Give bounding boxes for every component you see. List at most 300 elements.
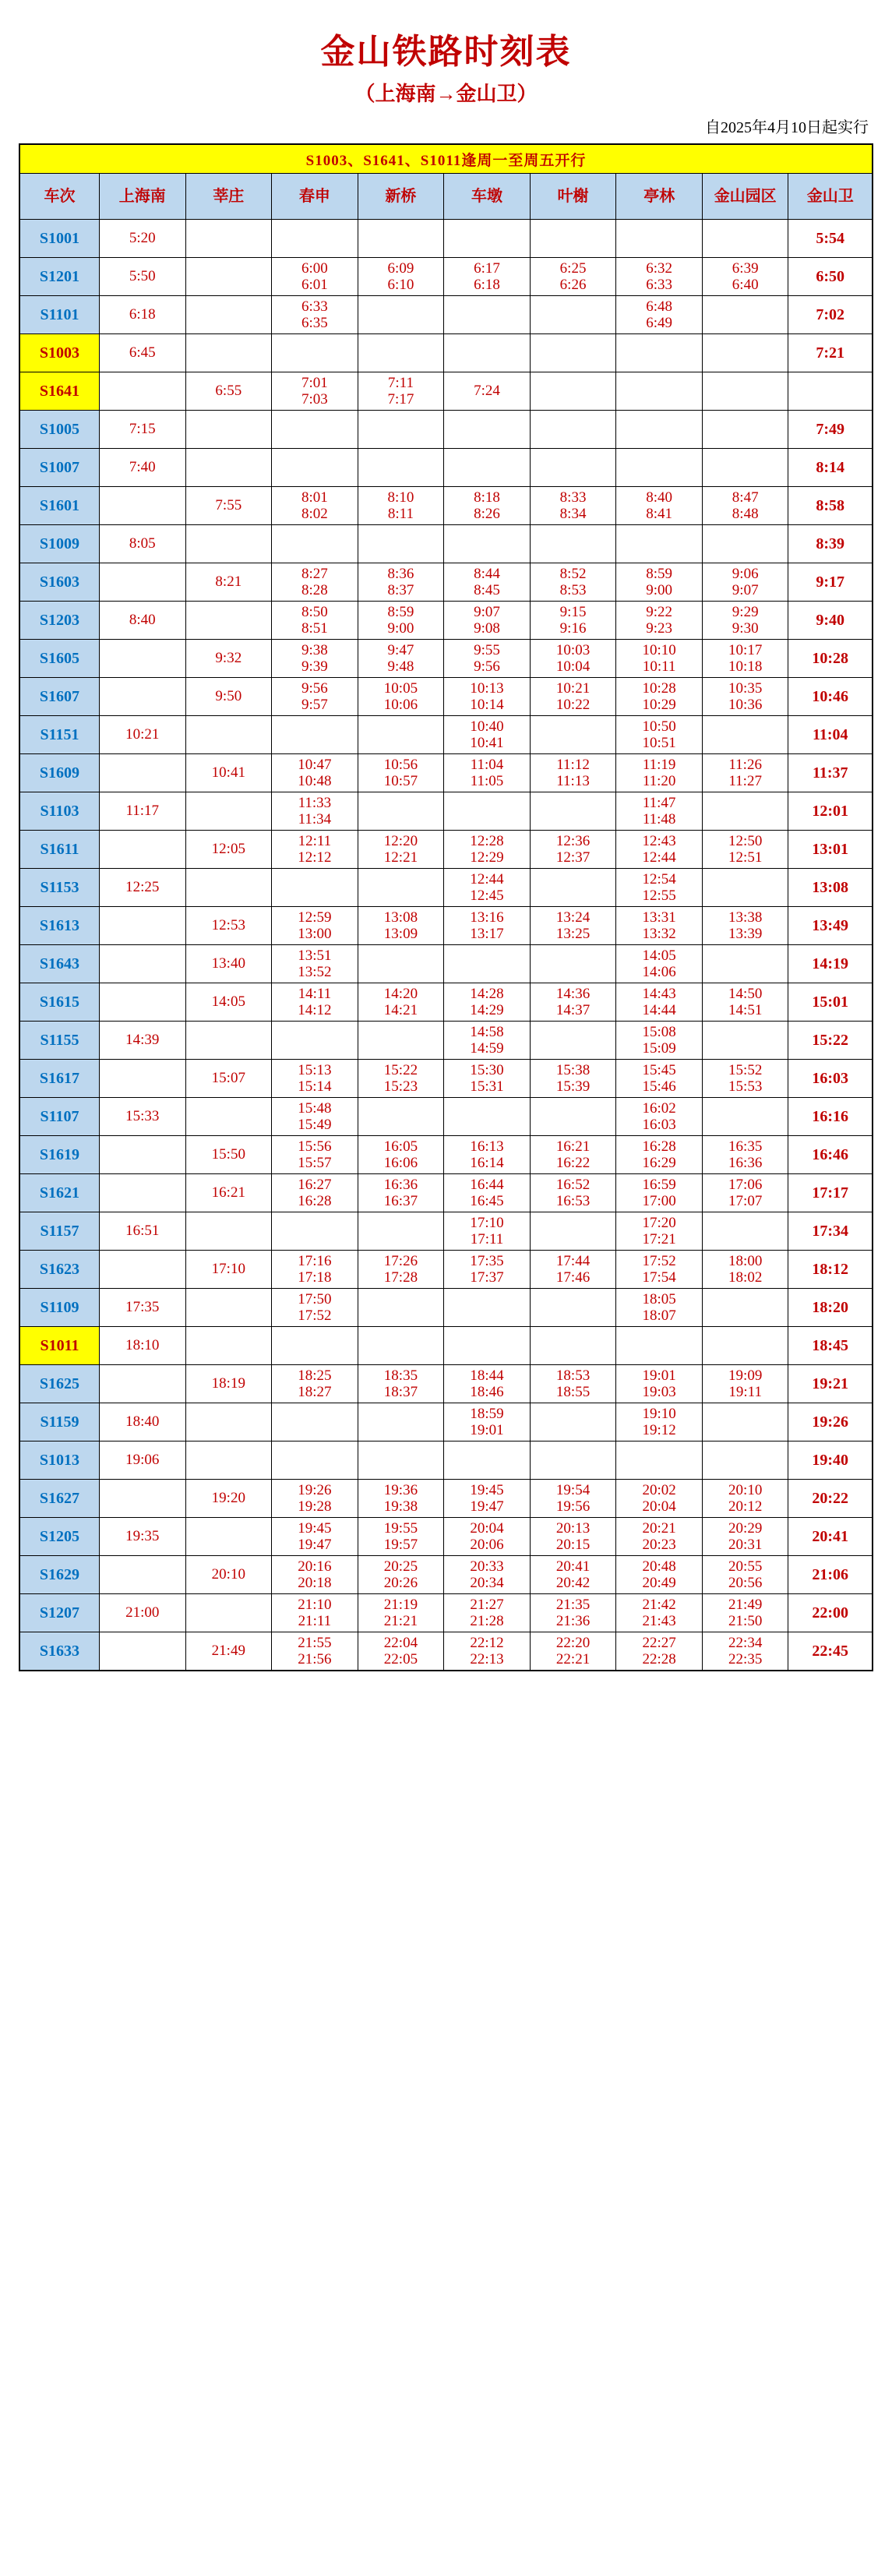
time-cell-xinzhuang: [185, 1327, 272, 1365]
time-cell-chunshen: [272, 411, 358, 449]
time-cell-jinshanwei: 19:26: [788, 1403, 873, 1442]
time-cell-jinshanwei: 12:01: [788, 792, 873, 831]
train-number-cell: S1103: [19, 792, 99, 831]
time-cell-yexie: 12:36 12:37: [530, 831, 616, 869]
time-cell-xinqiao: [358, 1289, 444, 1327]
time-cell-xinqiao: 19:55 19:57: [358, 1518, 444, 1556]
notice-row: [19, 144, 873, 174]
time-cell-tinglin: 11:47 11:48: [616, 792, 703, 831]
time-cell-tinglin: 13:31 13:32: [616, 907, 703, 945]
time-cell-chedun: 7:24: [444, 372, 531, 411]
time-cell-jinshan-park: [702, 372, 788, 411]
table-row: [19, 1365, 873, 1403]
time-cell-yexie: [530, 220, 616, 258]
time-cell-tinglin: 19:01 19:03: [616, 1365, 703, 1403]
time-cell-chunshen: 13:51 13:52: [272, 945, 358, 983]
table-row: [19, 1403, 873, 1442]
time-cell-jinshan-park: 20:29 20:31: [702, 1518, 788, 1556]
time-cell-shanghai-south: [99, 1365, 185, 1403]
table-row: [19, 792, 873, 831]
time-cell-tinglin: 8:40 8:41: [616, 487, 703, 525]
table-row: [19, 1442, 873, 1480]
time-cell-xinzhuang: 10:41: [185, 754, 272, 792]
time-cell-yexie: [530, 449, 616, 487]
table-row: [19, 1022, 873, 1060]
time-cell-xinqiao: [358, 716, 444, 754]
train-number-cell: S1153: [19, 869, 99, 907]
time-cell-jinshanwei: 20:22: [788, 1480, 873, 1518]
time-cell-jinshan-park: [702, 716, 788, 754]
time-cell-shanghai-south: [99, 678, 185, 716]
time-cell-shanghai-south: [99, 372, 185, 411]
time-cell-xinzhuang: [185, 411, 272, 449]
time-cell-chunshen: 15:56 15:57: [272, 1136, 358, 1174]
time-cell-xinzhuang: 15:07: [185, 1060, 272, 1098]
time-cell-chunshen: [272, 525, 358, 563]
time-cell-tinglin: 6:48 6:49: [616, 296, 703, 334]
time-cell-jinshanwei: 8:14: [788, 449, 873, 487]
time-cell-shanghai-south: [99, 487, 185, 525]
time-cell-yexie: [530, 525, 616, 563]
column-header-xinzhuang: 莘庄: [185, 174, 272, 220]
column-header-tinglin: 亭林: [616, 174, 703, 220]
time-cell-xinqiao: 9:47 9:48: [358, 640, 444, 678]
time-cell-jinshanwei: 16:46: [788, 1136, 873, 1174]
time-cell-tinglin: [616, 1327, 703, 1365]
time-cell-chedun: 17:10 17:11: [444, 1212, 531, 1251]
train-number-cell: S1107: [19, 1098, 99, 1136]
time-cell-chedun: 11:04 11:05: [444, 754, 531, 792]
time-cell-yexie: [530, 945, 616, 983]
time-cell-yexie: [530, 716, 616, 754]
table-row: [19, 678, 873, 716]
time-cell-jinshan-park: [702, 334, 788, 372]
table-row: [19, 1098, 873, 1136]
column-header-train-number: 车次: [19, 174, 99, 220]
train-number-cell: S1155: [19, 1022, 99, 1060]
time-cell-chunshen: [272, 220, 358, 258]
time-cell-chunshen: 15:13 15:14: [272, 1060, 358, 1098]
time-cell-yexie: [530, 1212, 616, 1251]
time-cell-xinqiao: 7:11 7:17: [358, 372, 444, 411]
time-cell-jinshanwei: 7:49: [788, 411, 873, 449]
time-cell-tinglin: 11:19 11:20: [616, 754, 703, 792]
time-cell-yexie: 10:03 10:04: [530, 640, 616, 678]
time-cell-xinzhuang: [185, 1212, 272, 1251]
train-number-cell: S1609: [19, 754, 99, 792]
time-cell-chedun: 6:17 6:18: [444, 258, 531, 296]
table-row: [19, 1327, 873, 1365]
time-cell-yexie: 11:12 11:13: [530, 754, 616, 792]
time-cell-jinshan-park: 21:49 21:50: [702, 1594, 788, 1632]
time-cell-chedun: 18:59 19:01: [444, 1403, 531, 1442]
time-cell-jinshan-park: 13:38 13:39: [702, 907, 788, 945]
time-cell-tinglin: 17:20 17:21: [616, 1212, 703, 1251]
time-cell-chedun: 10:13 10:14: [444, 678, 531, 716]
table-row: [19, 754, 873, 792]
time-cell-chedun: [444, 1098, 531, 1136]
time-cell-xinzhuang: [185, 220, 272, 258]
time-cell-jinshanwei: 14:19: [788, 945, 873, 983]
time-cell-yexie: 10:21 10:22: [530, 678, 616, 716]
time-cell-shanghai-south: 6:45: [99, 334, 185, 372]
time-cell-chunshen: 17:50 17:52: [272, 1289, 358, 1327]
time-cell-jinshanwei: 18:20: [788, 1289, 873, 1327]
train-number-cell: S1109: [19, 1289, 99, 1327]
time-cell-jinshan-park: [702, 1022, 788, 1060]
time-cell-jinshanwei: 10:28: [788, 640, 873, 678]
time-cell-xinzhuang: 16:21: [185, 1174, 272, 1212]
time-cell-jinshan-park: [702, 1289, 788, 1327]
time-cell-jinshanwei: 21:06: [788, 1556, 873, 1594]
time-cell-shanghai-south: [99, 831, 185, 869]
time-cell-chedun: 13:16 13:17: [444, 907, 531, 945]
table-row: [19, 1136, 873, 1174]
time-cell-yexie: 17:44 17:46: [530, 1251, 616, 1289]
time-cell-shanghai-south: [99, 640, 185, 678]
time-cell-xinzhuang: [185, 1518, 272, 1556]
time-cell-jinshan-park: 22:34 22:35: [702, 1632, 788, 1671]
time-cell-jinshan-park: 20:55 20:56: [702, 1556, 788, 1594]
time-cell-tinglin: [616, 525, 703, 563]
time-cell-xinqiao: [358, 411, 444, 449]
train-number-cell: S1001: [19, 220, 99, 258]
time-cell-chedun: 19:45 19:47: [444, 1480, 531, 1518]
time-cell-shanghai-south: [99, 563, 185, 602]
time-cell-xinzhuang: [185, 296, 272, 334]
train-number-cell: S1011: [19, 1327, 99, 1365]
time-cell-yexie: [530, 1289, 616, 1327]
table-row: [19, 1060, 873, 1098]
time-cell-chedun: 12:44 12:45: [444, 869, 531, 907]
time-cell-chunshen: 8:50 8:51: [272, 602, 358, 640]
train-number-cell: S1623: [19, 1251, 99, 1289]
time-cell-chunshen: 9:38 9:39: [272, 640, 358, 678]
time-cell-xinqiao: 8:10 8:11: [358, 487, 444, 525]
table-row: [19, 1212, 873, 1251]
time-cell-xinzhuang: [185, 602, 272, 640]
time-cell-xinzhuang: [185, 1442, 272, 1480]
train-number-cell: S1007: [19, 449, 99, 487]
time-cell-chedun: [444, 525, 531, 563]
table-row: [19, 907, 873, 945]
time-cell-shanghai-south: [99, 907, 185, 945]
time-cell-xinzhuang: 12:53: [185, 907, 272, 945]
time-cell-jinshanwei: 7:21: [788, 334, 873, 372]
time-cell-xinzhuang: [185, 258, 272, 296]
table-row: [19, 449, 873, 487]
time-cell-jinshan-park: 11:26 11:27: [702, 754, 788, 792]
train-number-cell: S1607: [19, 678, 99, 716]
time-cell-xinzhuang: [185, 334, 272, 372]
time-cell-yexie: 8:33 8:34: [530, 487, 616, 525]
time-cell-tinglin: 20:48 20:49: [616, 1556, 703, 1594]
time-cell-yexie: 15:38 15:39: [530, 1060, 616, 1098]
time-cell-tinglin: 10:50 10:51: [616, 716, 703, 754]
time-cell-xinzhuang: 9:50: [185, 678, 272, 716]
table-row: [19, 1480, 873, 1518]
time-cell-tinglin: 9:22 9:23: [616, 602, 703, 640]
time-cell-chunshen: 20:16 20:18: [272, 1556, 358, 1594]
time-cell-jinshan-park: 20:10 20:12: [702, 1480, 788, 1518]
time-cell-xinzhuang: [185, 1022, 272, 1060]
train-number-cell: S1101: [19, 296, 99, 334]
time-cell-xinqiao: 10:05 10:06: [358, 678, 444, 716]
time-cell-chedun: 15:30 15:31: [444, 1060, 531, 1098]
time-cell-tinglin: [616, 220, 703, 258]
time-cell-xinzhuang: 19:20: [185, 1480, 272, 1518]
time-cell-xinzhuang: 13:40: [185, 945, 272, 983]
time-cell-shanghai-south: 7:40: [99, 449, 185, 487]
time-cell-jinshan-park: 17:06 17:07: [702, 1174, 788, 1212]
time-cell-tinglin: 18:05 18:07: [616, 1289, 703, 1327]
train-number-cell: S1617: [19, 1060, 99, 1098]
time-cell-chunshen: [272, 1442, 358, 1480]
time-cell-yexie: [530, 869, 616, 907]
time-cell-xinqiao: 16:05 16:06: [358, 1136, 444, 1174]
train-number-cell: S1633: [19, 1632, 99, 1671]
time-cell-yexie: [530, 792, 616, 831]
time-cell-xinqiao: [358, 869, 444, 907]
column-header-row: [19, 174, 873, 220]
time-cell-tinglin: 16:02 16:03: [616, 1098, 703, 1136]
time-cell-shanghai-south: [99, 1480, 185, 1518]
time-cell-xinqiao: 16:36 16:37: [358, 1174, 444, 1212]
time-cell-chunshen: [272, 1403, 358, 1442]
time-cell-chunshen: 19:45 19:47: [272, 1518, 358, 1556]
time-cell-chunshen: 21:10 21:11: [272, 1594, 358, 1632]
time-cell-xinzhuang: [185, 792, 272, 831]
time-cell-jinshanwei: 9:17: [788, 563, 873, 602]
time-cell-shanghai-south: [99, 1251, 185, 1289]
time-cell-jinshanwei: 22:45: [788, 1632, 873, 1671]
time-cell-chunshen: 19:26 19:28: [272, 1480, 358, 1518]
time-cell-jinshanwei: 7:02: [788, 296, 873, 334]
time-cell-shanghai-south: 8:40: [99, 602, 185, 640]
time-cell-xinzhuang: 18:19: [185, 1365, 272, 1403]
time-cell-xinqiao: [358, 1212, 444, 1251]
table-row: [19, 525, 873, 563]
time-cell-jinshanwei: 6:50: [788, 258, 873, 296]
time-cell-jinshan-park: [702, 449, 788, 487]
table-row: [19, 1251, 873, 1289]
time-cell-yexie: [530, 411, 616, 449]
column-header-shanghai-south: 上海南: [99, 174, 185, 220]
table-row: [19, 1556, 873, 1594]
time-cell-yexie: [530, 296, 616, 334]
time-cell-xinqiao: [358, 1022, 444, 1060]
time-cell-jinshan-park: [702, 792, 788, 831]
time-cell-jinshan-park: 16:35 16:36: [702, 1136, 788, 1174]
time-cell-jinshanwei: 9:40: [788, 602, 873, 640]
time-cell-tinglin: 19:10 19:12: [616, 1403, 703, 1442]
time-cell-jinshanwei: 19:21: [788, 1365, 873, 1403]
time-cell-tinglin: 10:10 10:11: [616, 640, 703, 678]
page-subtitle: （上海南→金山卫）: [354, 83, 538, 105]
time-cell-shanghai-south: 8:05: [99, 525, 185, 563]
time-cell-tinglin: [616, 372, 703, 411]
page-title: 金山铁路时刻表: [320, 33, 572, 71]
time-cell-tinglin: 14:05 14:06: [616, 945, 703, 983]
time-cell-xinzhuang: 9:32: [185, 640, 272, 678]
time-cell-chunshen: [272, 869, 358, 907]
table-row: [19, 869, 873, 907]
train-number-cell: S1003: [19, 334, 99, 372]
column-header-xinqiao: 新桥: [358, 174, 444, 220]
table-row: [19, 1289, 873, 1327]
time-cell-shanghai-south: 18:40: [99, 1403, 185, 1442]
time-cell-shanghai-south: [99, 754, 185, 792]
time-cell-chunshen: 6:33 6:35: [272, 296, 358, 334]
time-cell-jinshan-park: 18:00 18:02: [702, 1251, 788, 1289]
train-number-cell: S1619: [19, 1136, 99, 1174]
time-cell-chedun: 21:27 21:28: [444, 1594, 531, 1632]
time-cell-chedun: 8:44 8:45: [444, 563, 531, 602]
table-row: [19, 640, 873, 678]
time-cell-jinshan-park: [702, 1442, 788, 1480]
time-cell-shanghai-south: 5:20: [99, 220, 185, 258]
time-cell-chunshen: 16:27 16:28: [272, 1174, 358, 1212]
time-cell-jinshan-park: [702, 945, 788, 983]
time-cell-chedun: 10:40 10:41: [444, 716, 531, 754]
time-cell-chedun: [444, 449, 531, 487]
time-cell-shanghai-south: [99, 945, 185, 983]
time-cell-yexie: 19:54 19:56: [530, 1480, 616, 1518]
time-cell-chedun: [444, 296, 531, 334]
time-cell-xinzhuang: 17:10: [185, 1251, 272, 1289]
time-cell-shanghai-south: 19:06: [99, 1442, 185, 1480]
table-row: [19, 1174, 873, 1212]
time-cell-xinqiao: 21:19 21:21: [358, 1594, 444, 1632]
column-header-chunshen: 春申: [272, 174, 358, 220]
time-cell-chedun: 9:07 9:08: [444, 602, 531, 640]
time-cell-jinshan-park: 9:06 9:07: [702, 563, 788, 602]
time-cell-xinqiao: [358, 792, 444, 831]
time-cell-yexie: 6:25 6:26: [530, 258, 616, 296]
time-cell-chunshen: 8:27 8:28: [272, 563, 358, 602]
time-cell-tinglin: 22:27 22:28: [616, 1632, 703, 1671]
effective-date: 自2025年4月10日起实行: [705, 119, 869, 136]
time-cell-chedun: 16:44 16:45: [444, 1174, 531, 1212]
time-cell-jinshanwei: 19:40: [788, 1442, 873, 1480]
train-number-cell: S1005: [19, 411, 99, 449]
time-cell-chunshen: 12:59 13:00: [272, 907, 358, 945]
time-cell-yexie: [530, 1327, 616, 1365]
time-cell-xinqiao: [358, 296, 444, 334]
time-cell-chunshen: 8:01 8:02: [272, 487, 358, 525]
time-cell-jinshan-park: [702, 869, 788, 907]
time-cell-shanghai-south: 19:35: [99, 1518, 185, 1556]
time-cell-chedun: [444, 411, 531, 449]
time-cell-jinshanwei: 16:03: [788, 1060, 873, 1098]
time-cell-chunshen: 9:56 9:57: [272, 678, 358, 716]
time-cell-yexie: 9:15 9:16: [530, 602, 616, 640]
time-cell-chunshen: [272, 449, 358, 487]
time-cell-shanghai-south: 16:51: [99, 1212, 185, 1251]
time-cell-xinqiao: 13:08 13:09: [358, 907, 444, 945]
time-cell-jinshanwei: 15:01: [788, 983, 873, 1022]
time-cell-jinshan-park: [702, 296, 788, 334]
time-cell-yexie: 18:53 18:55: [530, 1365, 616, 1403]
time-cell-yexie: [530, 1098, 616, 1136]
time-cell-chedun: [444, 334, 531, 372]
time-cell-jinshanwei: 8:58: [788, 487, 873, 525]
time-cell-tinglin: 12:43 12:44: [616, 831, 703, 869]
time-cell-shanghai-south: 5:50: [99, 258, 185, 296]
time-cell-xinzhuang: [185, 1098, 272, 1136]
table-row: [19, 831, 873, 869]
train-number-cell: S1203: [19, 602, 99, 640]
time-cell-chunshen: [272, 1327, 358, 1365]
time-cell-shanghai-south: 6:18: [99, 296, 185, 334]
time-cell-xinqiao: 8:36 8:37: [358, 563, 444, 602]
time-cell-jinshanwei: 20:41: [788, 1518, 873, 1556]
time-cell-jinshan-park: 12:50 12:51: [702, 831, 788, 869]
time-cell-jinshan-park: [702, 1098, 788, 1136]
time-cell-jinshan-park: 10:35 10:36: [702, 678, 788, 716]
time-cell-yexie: 20:13 20:15: [530, 1518, 616, 1556]
time-cell-xinqiao: 22:04 22:05: [358, 1632, 444, 1671]
time-cell-chedun: [444, 220, 531, 258]
time-cell-yexie: 20:41 20:42: [530, 1556, 616, 1594]
time-cell-jinshan-park: 15:52 15:53: [702, 1060, 788, 1098]
table-row: [19, 220, 873, 258]
train-number-cell: S1625: [19, 1365, 99, 1403]
train-number-cell: S1605: [19, 640, 99, 678]
time-cell-chedun: [444, 1289, 531, 1327]
train-number-cell: S1009: [19, 525, 99, 563]
time-cell-xinqiao: 15:22 15:23: [358, 1060, 444, 1098]
time-cell-shanghai-south: [99, 983, 185, 1022]
time-cell-jinshanwei: 17:17: [788, 1174, 873, 1212]
time-cell-chunshen: 12:11 12:12: [272, 831, 358, 869]
time-cell-xinzhuang: 7:55: [185, 487, 272, 525]
train-number-cell: S1611: [19, 831, 99, 869]
train-number-cell: S1643: [19, 945, 99, 983]
time-cell-shanghai-south: 12:25: [99, 869, 185, 907]
train-number-cell: S1641: [19, 372, 99, 411]
time-cell-xinqiao: [358, 1098, 444, 1136]
time-cell-yexie: 16:21 16:22: [530, 1136, 616, 1174]
time-cell-chedun: 8:18 8:26: [444, 487, 531, 525]
time-cell-yexie: [530, 334, 616, 372]
time-cell-yexie: 8:52 8:53: [530, 563, 616, 602]
time-cell-xinzhuang: 14:05: [185, 983, 272, 1022]
time-cell-yexie: [530, 1403, 616, 1442]
timetable: [19, 143, 873, 1671]
time-cell-chedun: 17:35 17:37: [444, 1251, 531, 1289]
notice-banner: S1003、S1641、S1011逢周一至周五开行: [19, 144, 873, 174]
time-cell-tinglin: 6:32 6:33: [616, 258, 703, 296]
time-cell-chunshen: [272, 334, 358, 372]
time-cell-jinshanwei: 11:04: [788, 716, 873, 754]
time-cell-tinglin: [616, 1442, 703, 1480]
time-cell-xinzhuang: 6:55: [185, 372, 272, 411]
time-cell-yexie: 22:20 22:21: [530, 1632, 616, 1671]
train-number-cell: S1159: [19, 1403, 99, 1442]
time-cell-xinqiao: [358, 449, 444, 487]
time-cell-yexie: 21:35 21:36: [530, 1594, 616, 1632]
time-cell-chunshen: 21:55 21:56: [272, 1632, 358, 1671]
time-cell-shanghai-south: 7:15: [99, 411, 185, 449]
train-number-cell: S1613: [19, 907, 99, 945]
time-cell-shanghai-south: 17:35: [99, 1289, 185, 1327]
column-header-jinshanwei: 金山卫: [788, 174, 873, 220]
time-cell-jinshan-park: 10:17 10:18: [702, 640, 788, 678]
time-cell-xinqiao: [358, 945, 444, 983]
time-cell-xinzhuang: [185, 1289, 272, 1327]
time-cell-chedun: [444, 945, 531, 983]
